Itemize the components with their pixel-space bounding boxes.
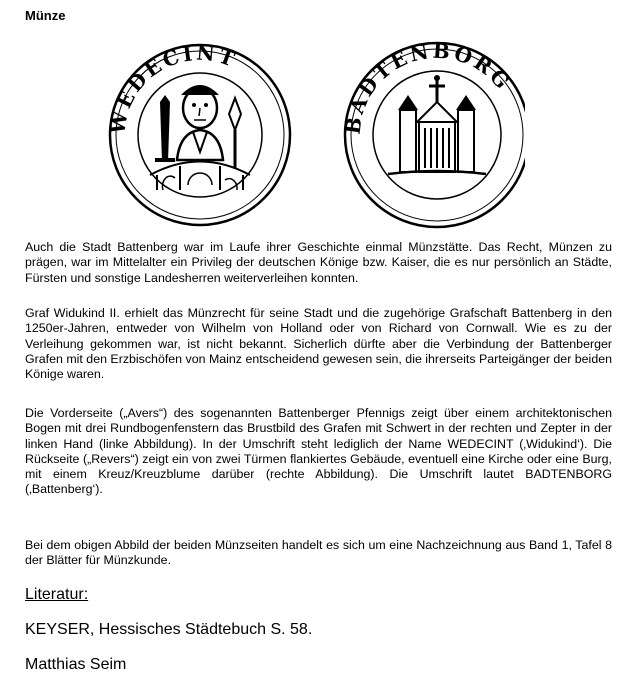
coin-obverse-image [105, 40, 290, 225]
coin-illustration [105, 40, 525, 230]
paragraph-source: Bei dem obigen Abbild der beiden Münzseiten handelt es sich um eine Nachzeichnung aus Band 1, Tafel 8 der Blätter für Münzkunde. [25, 538, 612, 568]
literature-heading: Literatur: [25, 586, 89, 603]
coin-reverse-image [341, 40, 525, 227]
literature-entry: KEYSER, Hessisches Städtebuch S. 58. [25, 621, 313, 638]
author-name: Matthias Seim [25, 656, 127, 673]
paragraph-mint-right: Graf Widukind II. erhielt das Münzrecht für seine Stadt und die zugehörige Grafschaft Battenberg in den 1250er-Jahren, entweder von Wilhelm von Holland oder von Richard von Cornwall. Wie es zu der Verleihung gekommen war, ist nicht bekannt. Sicherlich dürfte aber die Verbindung der Battenberger Grafen mit den Erzbischöfen von Mainz entscheidend gewesen sein, die ihrerseits Parteigänger der beiden Könige waren. [25, 306, 612, 382]
page-title: Münze [25, 8, 66, 23]
paragraph-coin-description: Die Vorderseite („Avers“) des sogenannten Battenberger Pfennigs zeigt über einem architektonischen Bogen mit drei Rundbogenfenstern das Brustbild des Grafen mit Schwert in der rechten und Zepter in der linken Hand (linke Abbildung). In der Umschrift steht lediglich der Name WEDECINT (‚Widukind‘). Die Rückseite („Revers“) zeigt ein von zwei Türmen flankiertes Gebäude, eventuell eine Kirche oder eine Burg, mit einem Kreuz/Kreuzblume darüber (rechte Abbildung). Die Umschrift lautet BADTENBORG (‚Battenberg‘). [25, 406, 612, 497]
paragraph-intro: Auch die Stadt Battenberg war im Laufe ihrer Geschichte einmal Münzstätte. Das Recht, Münzen zu prägen, war im Mittelalter ein Privileg der deutschen Könige bzw. Kaiser, die es nur persönlich an Städte, Fürsten und sonstige Landesherren weiterverleihen konnten. [25, 240, 612, 285]
coin-obverse-inscription: WEDECINT [105, 40, 241, 136]
coin-reverse-inscription: BADTENBORG [340, 40, 517, 136]
